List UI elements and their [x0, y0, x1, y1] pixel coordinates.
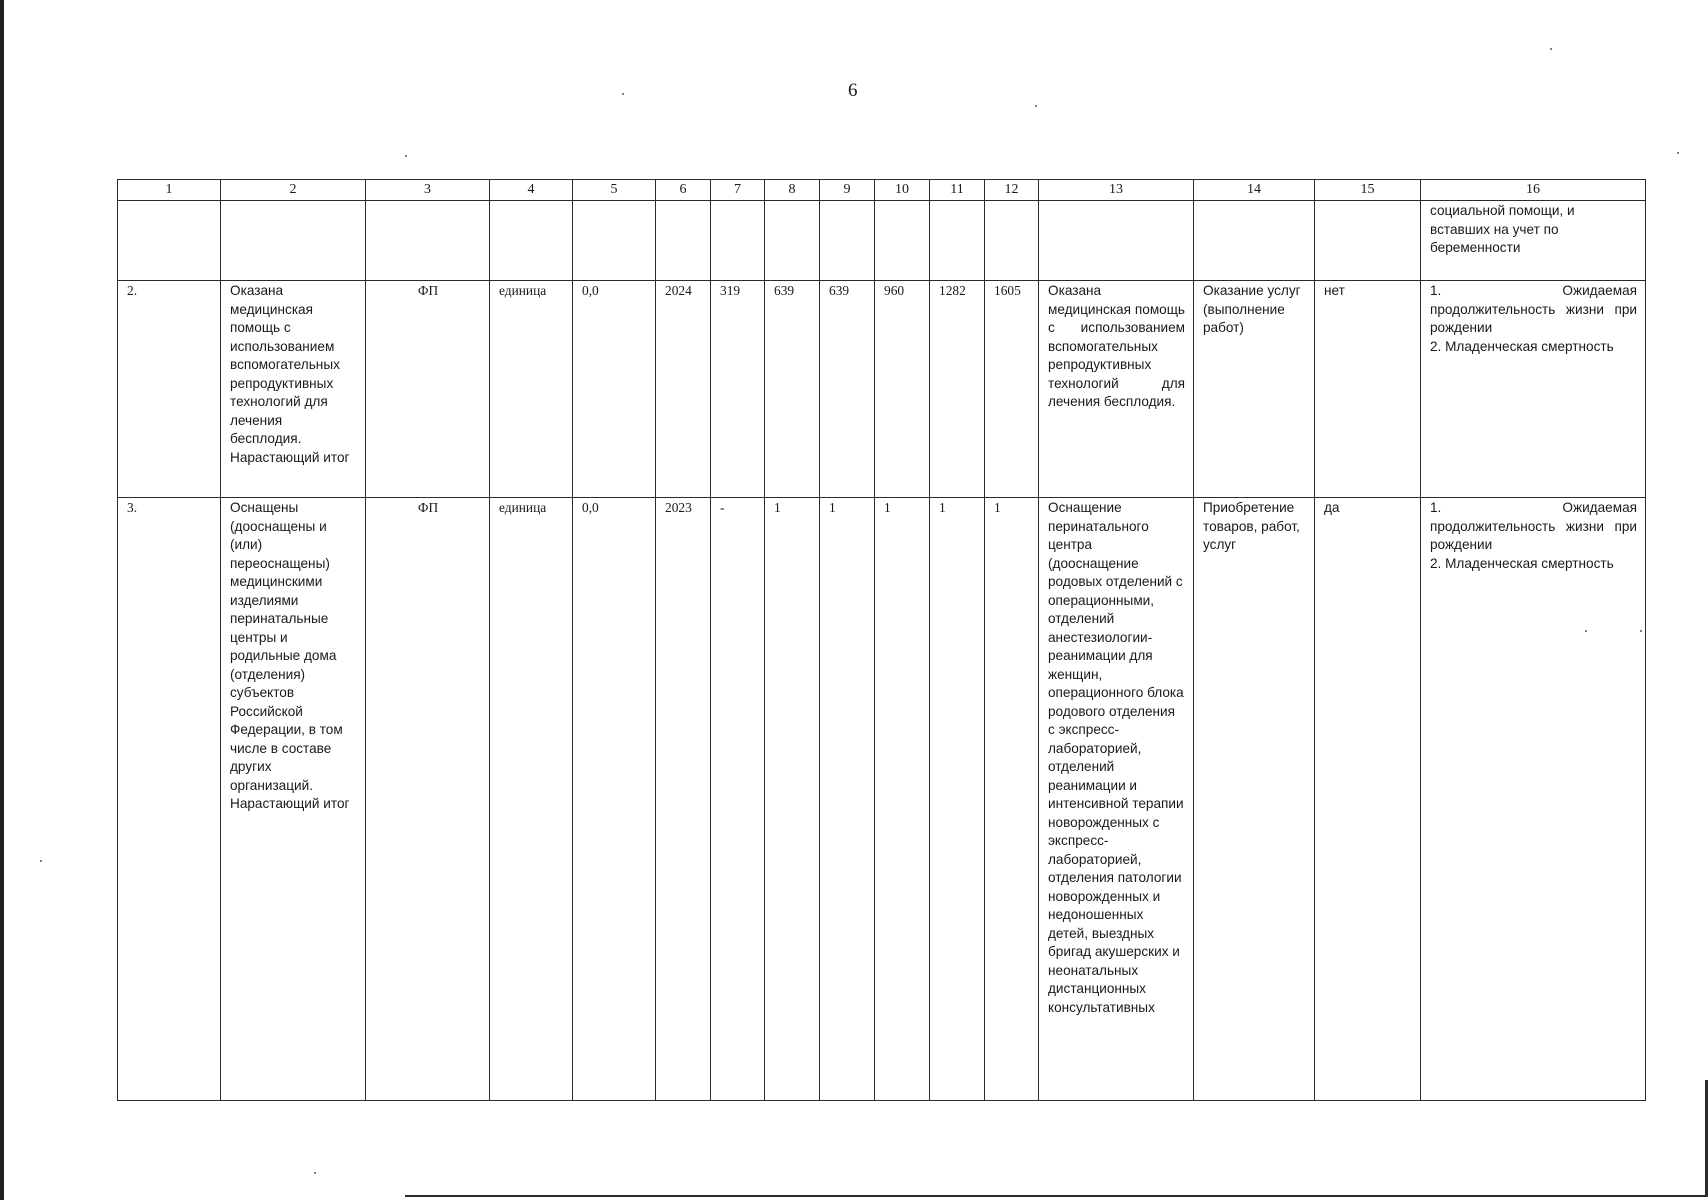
row-number: 2. [118, 281, 221, 498]
result-name: Оснащены (дооснащены и (или) переоснащены) медицинскими изделиями перинатальные центры и родильные дома (отделения) субъектов Российской Федерации, в том числе в составе других организаций. Нарастающий итог [221, 498, 366, 1101]
column-header: 4 [490, 180, 573, 201]
flag-cell: нет [1315, 281, 1421, 498]
year-value: 1605 [985, 281, 1039, 498]
scan-speck [1677, 152, 1679, 154]
result-type: ФП [366, 281, 490, 498]
flag-cell: да [1315, 498, 1421, 1101]
indicators-cell: 1. Ожидаемая продолжительность жизни при рождении 2. Младенческая смертность [1421, 498, 1646, 1101]
indicators-cell: 1. Ожидаемая продолжительность жизни при рождении 2. Младенческая смертность [1421, 281, 1646, 498]
column-header: 7 [711, 180, 765, 201]
column-header: 11 [930, 180, 985, 201]
column-header: 5 [573, 180, 656, 201]
year-value: 639 [765, 281, 820, 498]
scan-speck [1035, 105, 1037, 107]
scan-bottom-edge [405, 1195, 1708, 1197]
continuation-row [118, 201, 1646, 281]
column-header: 14 [1194, 180, 1315, 201]
year-value: 1282 [930, 281, 985, 498]
year-value: 1 [985, 498, 1039, 1101]
column-header: 8 [765, 180, 820, 201]
scan-speck [314, 1172, 316, 1174]
table-row [118, 281, 1646, 498]
year-value: - [711, 498, 765, 1101]
column-header: 1 [118, 180, 221, 201]
row-number: 3. [118, 498, 221, 1101]
year-value: 1 [765, 498, 820, 1101]
column-header: 15 [1315, 180, 1421, 201]
scan-speck [405, 155, 407, 157]
column-number-row [118, 180, 1646, 201]
result-type-cell: Приобретение товаров, работ, услуг [1194, 498, 1315, 1101]
scan-speck [1550, 48, 1552, 50]
column-header: 12 [985, 180, 1039, 201]
characteristic-cell: Оказана медицинская помощь с использованием вспомогательных репродуктивных технологий для лечения бесплодия. [1039, 281, 1194, 498]
year-value: 319 [711, 281, 765, 498]
unit-cell: единица [490, 281, 573, 498]
year-value: 1 [875, 498, 930, 1101]
indicators-cell: социальной помощи, и вставших на учет по беременности [1421, 201, 1646, 281]
column-header: 2 [221, 180, 366, 201]
column-header: 9 [820, 180, 875, 201]
unit-cell: единица [490, 498, 573, 1101]
result-name: Оказана медицинская помощь с использованием вспомогательных репродуктивных технологий для лечения бесплодия. Нарастающий итог [221, 281, 366, 498]
column-header: 13 [1039, 180, 1194, 201]
column-header: 3 [366, 180, 490, 201]
characteristic-cell: Оснащение перинатального центра (дооснащение родовых отделений с операционными, отделений анестезиологии-реанимации для женщин, операционного блока родового отделения с экспресс-лабораторией, отделений реанимации и интенсивной терапии новорожденных с экспресс-лабораторией, отделения патологии новорожденных и недоношенных детей, выездных бригад акушерских и неонатальных дистанционных консультативных [1039, 498, 1194, 1101]
year-value: 1 [930, 498, 985, 1101]
result-type: ФП [366, 498, 490, 1101]
page-number: 6 [848, 80, 858, 101]
base-year: 2023 [656, 498, 711, 1101]
column-header: 6 [656, 180, 711, 201]
register-table [117, 179, 1646, 1101]
column-header: 10 [875, 180, 930, 201]
year-value: 960 [875, 281, 930, 498]
base-value: 0,0 [573, 281, 656, 498]
table-row [118, 498, 1646, 1101]
scan-left-edge [0, 0, 4, 1200]
year-value: 639 [820, 281, 875, 498]
column-header: 16 [1421, 180, 1646, 201]
base-value: 0,0 [573, 498, 656, 1101]
scan-speck [40, 860, 42, 862]
base-year: 2024 [656, 281, 711, 498]
year-value: 1 [820, 498, 875, 1101]
scan-speck [622, 93, 624, 95]
result-type-cell: Оказание услуг (выполнение работ) [1194, 281, 1315, 498]
